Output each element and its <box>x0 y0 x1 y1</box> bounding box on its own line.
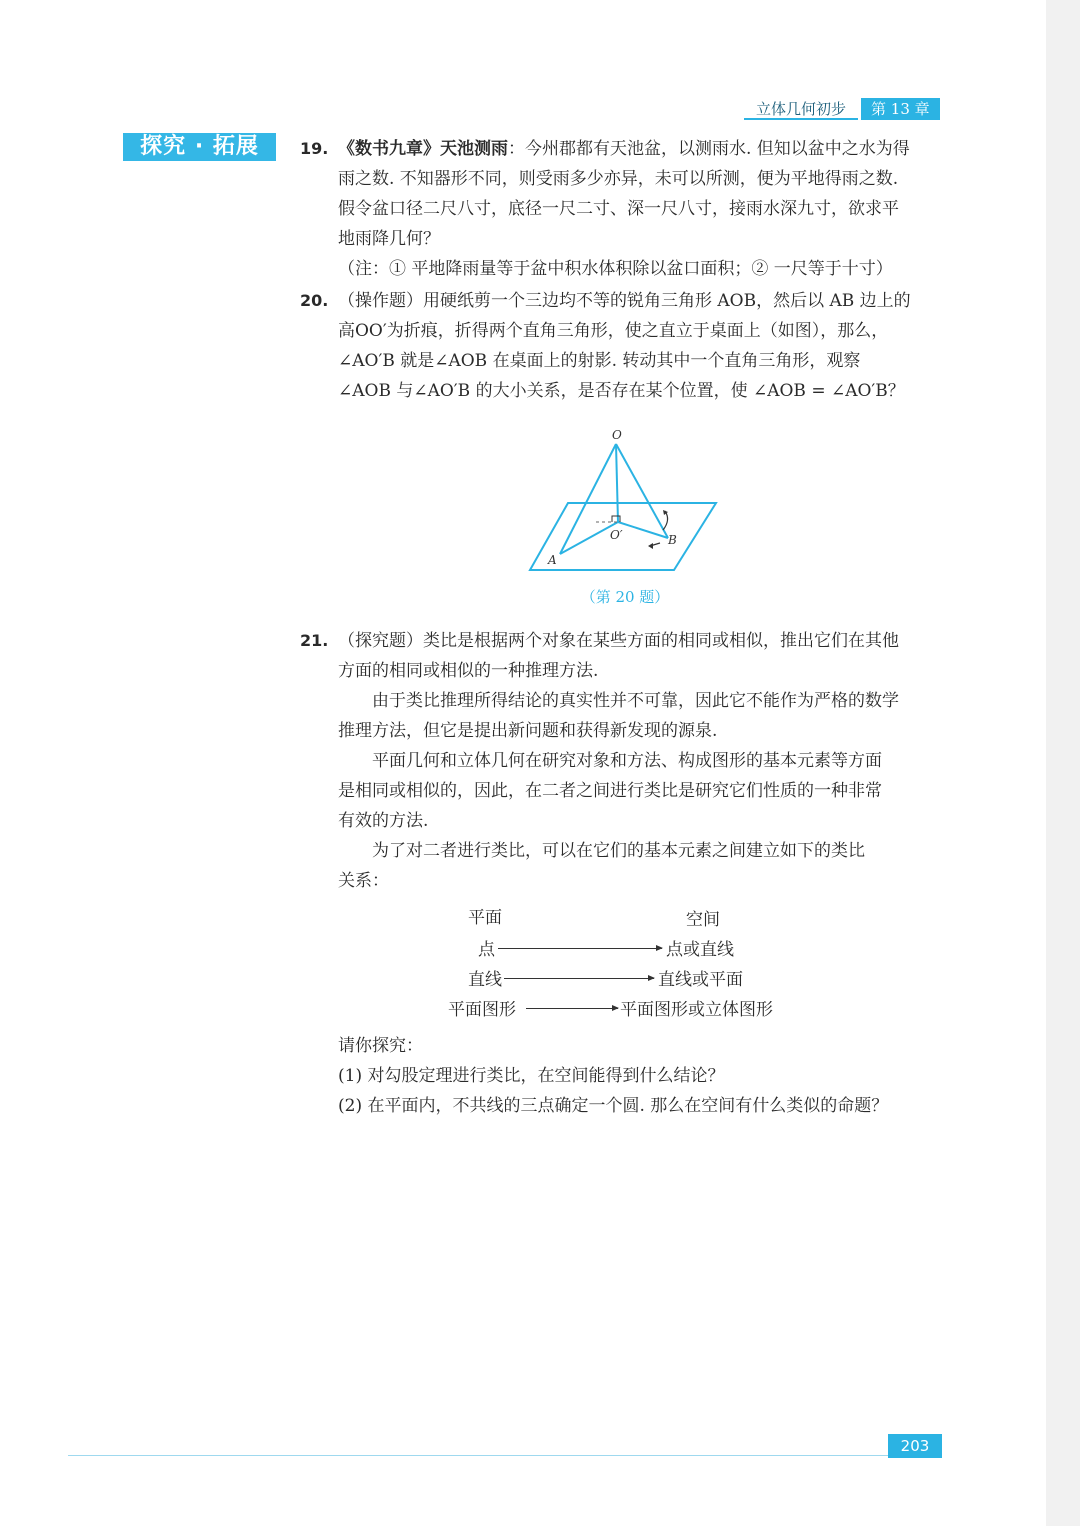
figure-caption: （第 20 题） <box>580 588 670 606</box>
section-badge: 探究 · 拓展 <box>123 133 276 161</box>
analogy-table <box>440 903 840 1023</box>
chapter-title: 立体几何初步 <box>744 98 858 120</box>
problem-line: 由于类比推理所得结论的真实性并不可靠，因此它不能作为严格的数学 <box>372 691 899 711</box>
table-plane <box>530 503 716 570</box>
problem-line: 有效的方法. <box>338 811 429 831</box>
label-o: O <box>612 428 622 442</box>
question-line: (2) 在平面内，不共线的三点确定一个圆. 那么在空间有什么类似的命题？ <box>338 1096 889 1116</box>
problem-19 <box>300 134 950 284</box>
label-b: B <box>668 533 677 547</box>
footer-rule <box>68 1455 888 1456</box>
problem-line: 假令盆口径二尺八寸，底径一尺二寸、深一尺八寸，接雨水深九寸，欲求平 <box>338 199 899 219</box>
analogy-col-plane: 平面 <box>468 908 502 928</box>
problem-number: 20. <box>300 291 329 310</box>
chapter-header <box>744 98 940 120</box>
analogy-arrow <box>498 948 662 949</box>
explore-prompt: 请你探究： <box>338 1036 423 1056</box>
chapter-number: 第 13 章 <box>861 98 940 120</box>
problem-21 <box>300 626 950 896</box>
label-o-prime: O′ <box>610 528 623 542</box>
analogy-right: 点或直线 <box>666 940 734 960</box>
problem-line: 地雨降几何？ <box>338 229 440 249</box>
analogy-arrow <box>504 978 654 979</box>
analogy-col-space: 空间 <box>686 910 720 930</box>
problem-line: 方面的相同或相似的一种推理方法. <box>338 661 599 681</box>
problem-line: （操作题）用硬纸剪一个三边均不等的锐角三角形 AOB，然后以 AB 边上的 <box>338 291 911 311</box>
problem-line: 《数书九章》天池测雨：今州郡都有天池盆，以测雨水. 但知以盆中之水为得 <box>338 139 910 159</box>
analogy-left: 点 <box>478 940 495 960</box>
analogy-right: 直线或平面 <box>658 970 743 990</box>
question-line: (1) 对勾股定理进行类比，在空间能得到什么结论？ <box>338 1066 725 1086</box>
problem-line: 推理方法，但它是提出新问题和获得新发现的源泉. <box>338 721 718 741</box>
problem-line: 雨之数. 不知器形不同，则受雨多少亦异，未可以所测，便为平地得雨之数. <box>338 169 899 189</box>
page-edge-shadow <box>1046 0 1080 1526</box>
problem-line: 平面几何和立体几何在研究对象和方法、构成图形的基本元素等方面 <box>372 751 882 771</box>
edge-oo-prime <box>616 444 618 522</box>
problem-line: （探究题）类比是根据两个对象在某些方面的相同或相似，推出它们在其他 <box>338 631 899 651</box>
problem-line: 是相同或相似的，因此，在二者之间进行类比是研究它们性质的一种非常 <box>338 781 882 801</box>
problem-20 <box>300 286 950 406</box>
analogy-left: 直线 <box>468 970 502 990</box>
problem-line: ∠AOB 与∠AO′B 的大小关系，是否存在某个位置，使 ∠AOB = ∠AO′B？ <box>338 381 905 401</box>
problem-number: 19. <box>300 139 329 158</box>
problem-note: （注：① 平地降雨量等于盆中积水体积除以盆口面积；② 一尺等于十寸） <box>338 259 893 279</box>
problem-line: 为了对二者进行类比，可以在它们的基本元素之间建立如下的类比 <box>372 841 865 861</box>
analogy-right: 平面图形或立体图形 <box>620 1000 773 1020</box>
problem-number: 21. <box>300 631 329 650</box>
folded-triangle-figure <box>524 424 720 576</box>
analogy-left: 平面图形 <box>448 1000 516 1020</box>
problem-source: 《数书九章》天池测雨 <box>338 139 508 159</box>
problem-line: 高OO′为折痕，折得两个直角三角形，使之直立于桌面上（如图），那么， <box>338 321 889 341</box>
page-number: 203 <box>888 1434 942 1458</box>
label-a: A <box>548 553 557 567</box>
problem-line: 关系： <box>338 871 389 891</box>
problem-line: ∠AO′B 就是∠AOB 在桌面上的射影. 转动其中一个直角三角形，观察 <box>338 351 861 371</box>
analogy-arrow <box>526 1008 618 1009</box>
problem-21-questions <box>300 1031 950 1121</box>
